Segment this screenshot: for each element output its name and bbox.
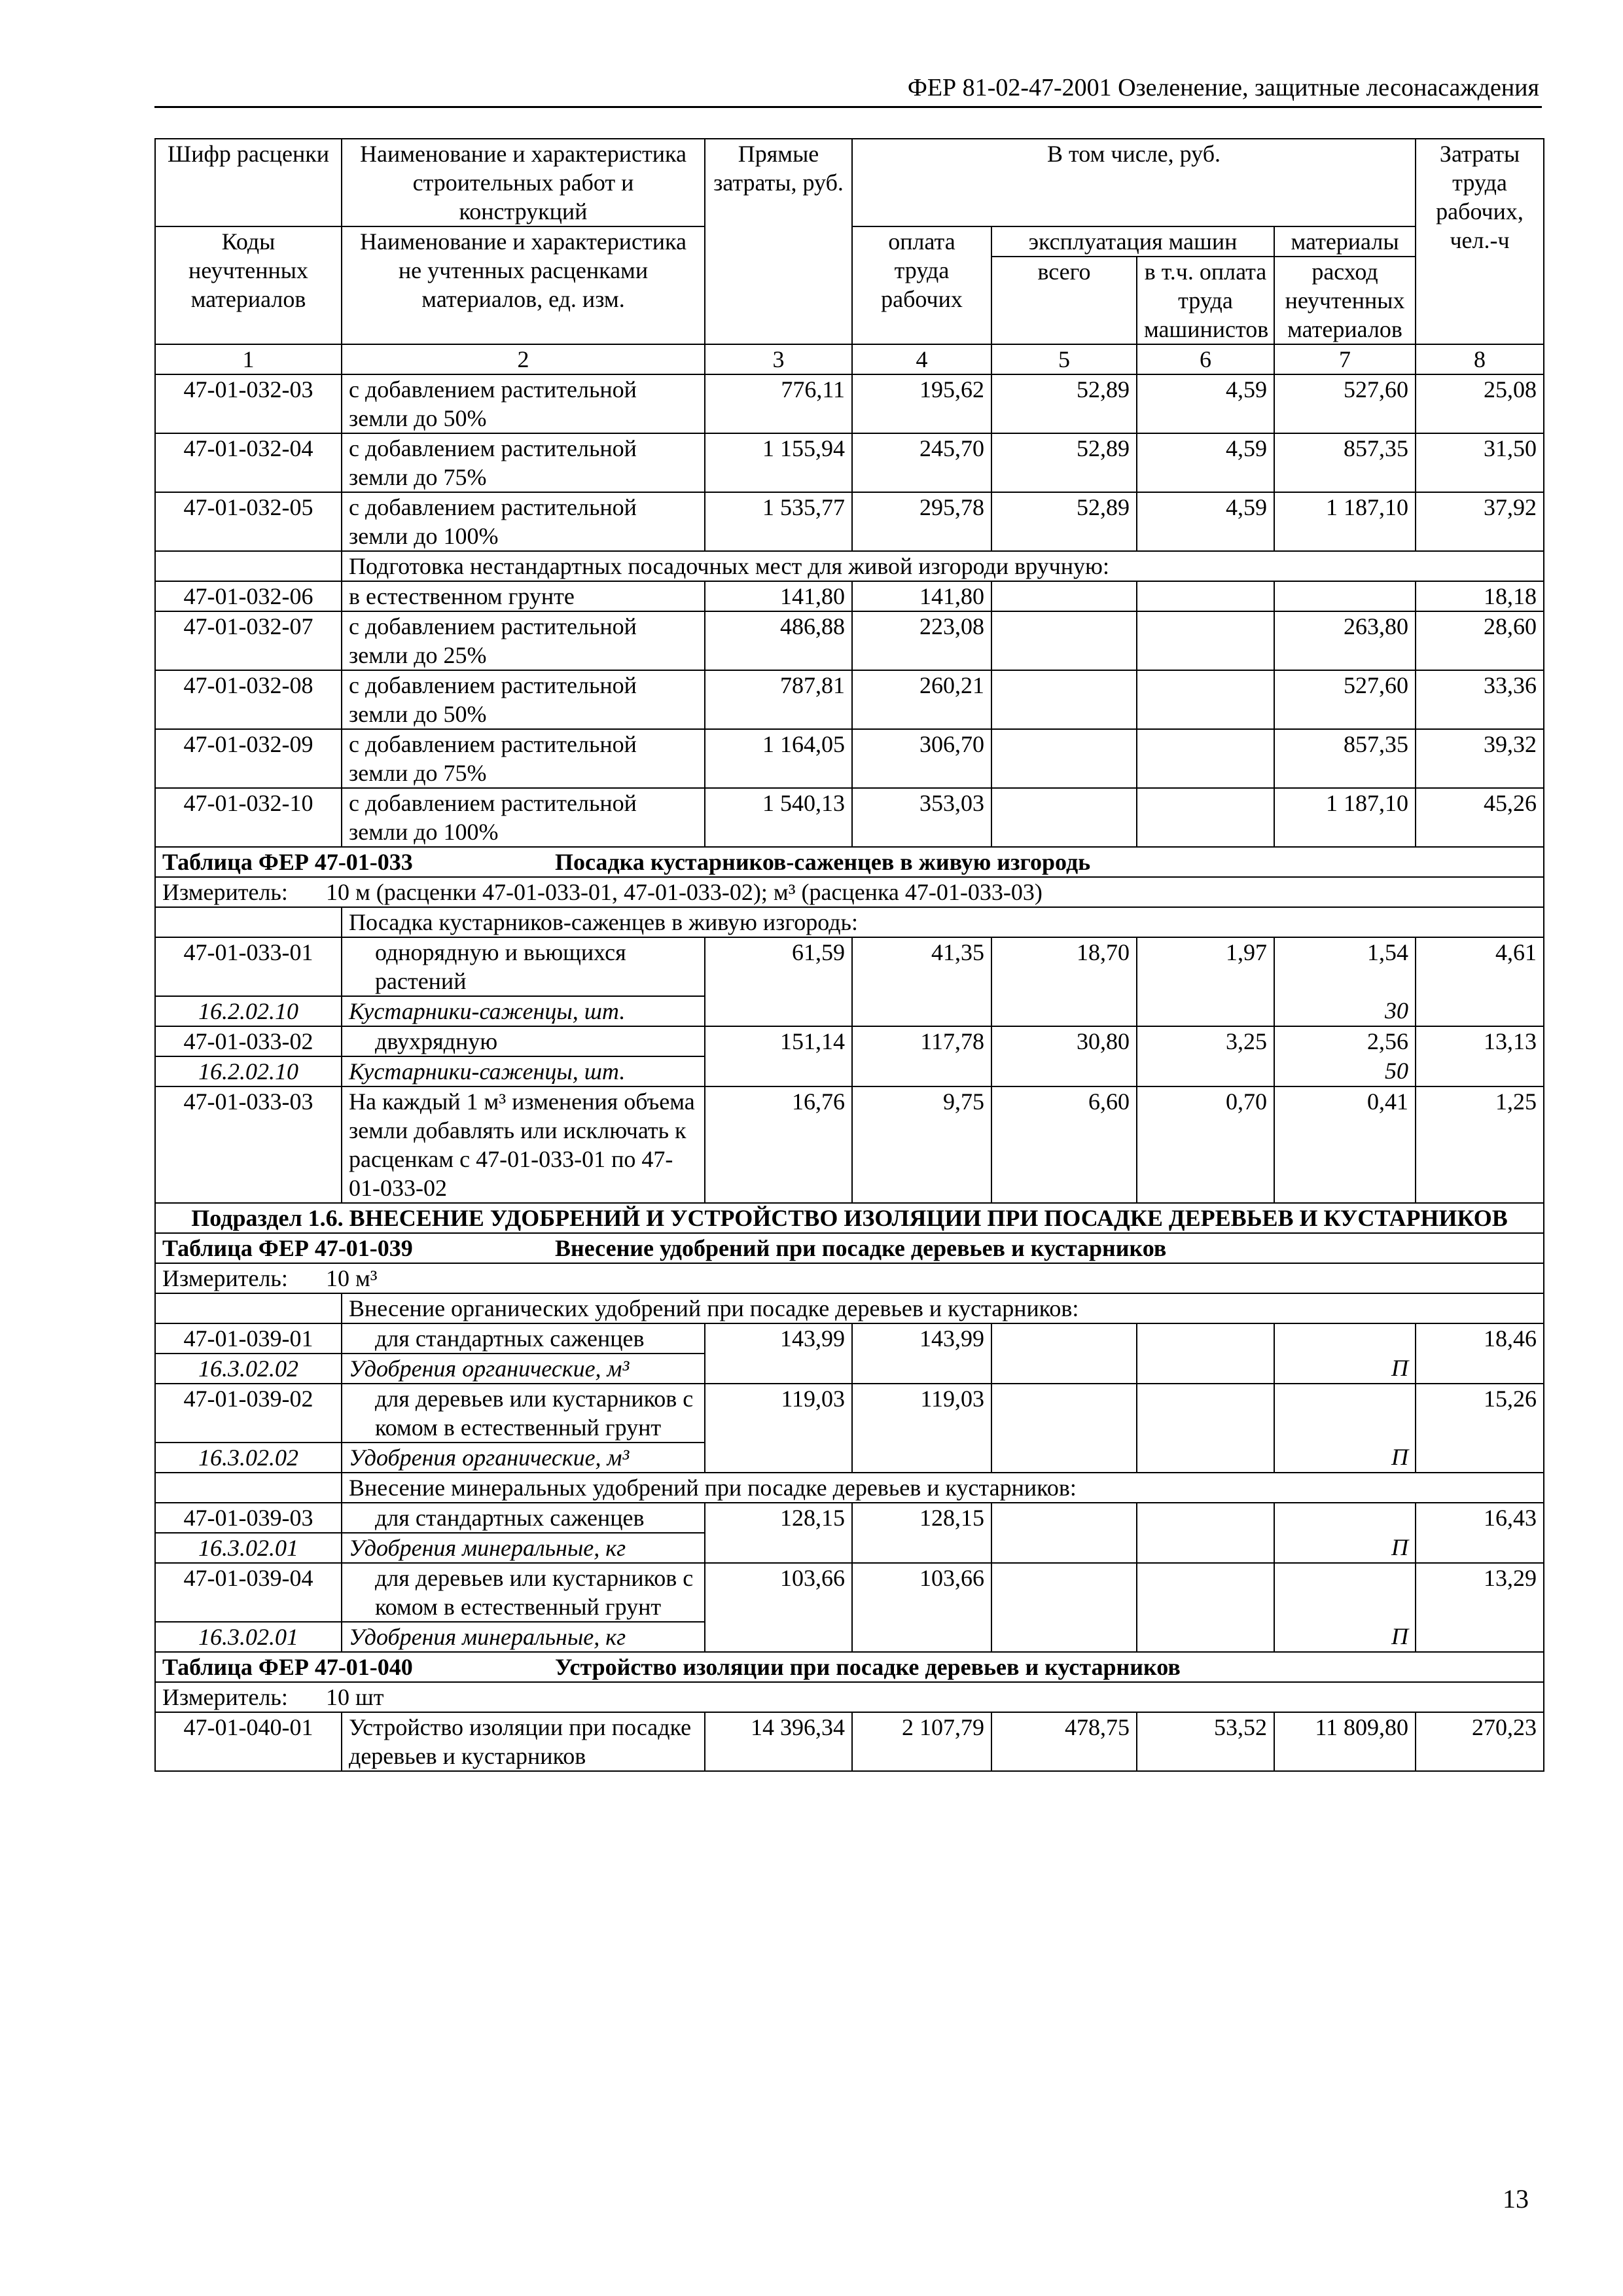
worker-pay: 117,78 bbox=[852, 1026, 991, 1086]
col-number: 6 bbox=[1137, 344, 1274, 374]
rate-code: 47-01-033-02 bbox=[155, 1026, 342, 1056]
rate-name: для стандартных саженцев bbox=[342, 1323, 705, 1354]
worker-pay: 41,35 bbox=[852, 937, 991, 1026]
direct-costs: 1 164,05 bbox=[705, 729, 852, 788]
rate-name: с добавлением растительной земли до 75% bbox=[342, 729, 705, 788]
table-title: Внесение удобрений при посадке деревьев и кустарников bbox=[555, 1235, 1167, 1261]
hdr-material-codes: Коды неучтенных материалов bbox=[155, 226, 342, 344]
measure-label: Измеритель: bbox=[162, 1684, 288, 1710]
machinist-pay: 0,70 bbox=[1137, 1086, 1274, 1203]
labor-hours: 25,08 bbox=[1416, 374, 1544, 433]
rate-name: с добавлением растительной земли до 100% bbox=[342, 492, 705, 551]
machines-total: 30,80 bbox=[991, 1026, 1137, 1086]
table-row bbox=[155, 937, 1544, 996]
hdr-machinist-pay: в т.ч. оплата труда машинистов bbox=[1137, 257, 1274, 344]
table-row bbox=[155, 492, 1544, 551]
direct-costs: 103,66 bbox=[705, 1563, 852, 1652]
materials-cost bbox=[1274, 581, 1416, 611]
hdr-materials-use: расход неучтенных материалов bbox=[1274, 257, 1416, 344]
table-row bbox=[155, 729, 1544, 788]
material-code: 16.2.02.10 bbox=[155, 996, 342, 1026]
worker-pay: 9,75 bbox=[852, 1086, 991, 1203]
machinist-pay bbox=[1137, 581, 1274, 611]
rate-code: 47-01-033-03 bbox=[155, 1086, 342, 1203]
hdr-name: Наименование и характеристика строительных работ и конструкций bbox=[342, 139, 705, 226]
worker-pay: 119,03 bbox=[852, 1384, 991, 1473]
rate-name: На каждый 1 м³ изменения объема земли добавлять или исключать к расценкам с 47-01-033-01 по 47-01-033-02 bbox=[342, 1086, 705, 1203]
materials-cost: 11 809,80 bbox=[1274, 1712, 1416, 1771]
worker-pay: 2 107,79 bbox=[852, 1712, 991, 1771]
col-number: 7 bbox=[1274, 344, 1416, 374]
machines-total: 52,89 bbox=[991, 492, 1137, 551]
machinist-pay bbox=[1137, 729, 1274, 788]
machinist-pay bbox=[1137, 611, 1274, 670]
rate-code: 47-01-032-10 bbox=[155, 788, 342, 847]
labor-hours: 13,29 bbox=[1416, 1563, 1544, 1652]
rates-table bbox=[154, 138, 1544, 1772]
material-code: 16.2.02.10 bbox=[155, 1056, 342, 1086]
labor-hours: 1,25 bbox=[1416, 1086, 1544, 1203]
measure-row bbox=[155, 877, 1544, 907]
rate-code: 47-01-032-07 bbox=[155, 611, 342, 670]
machinist-pay bbox=[1137, 670, 1274, 729]
machinist-pay: 4,59 bbox=[1137, 492, 1274, 551]
table-row bbox=[155, 1712, 1544, 1771]
material-qty: П bbox=[1274, 1443, 1416, 1473]
rate-code: 47-01-032-09 bbox=[155, 729, 342, 788]
col-number: 2 bbox=[342, 344, 705, 374]
labor-hours: 37,92 bbox=[1416, 492, 1544, 551]
machinist-pay bbox=[1137, 788, 1274, 847]
materials-cost: 1,54 bbox=[1274, 937, 1416, 996]
labor-hours: 45,26 bbox=[1416, 788, 1544, 847]
measure-row bbox=[155, 1263, 1544, 1293]
machines-total: 6,60 bbox=[991, 1086, 1137, 1203]
machines-total bbox=[991, 729, 1137, 788]
labor-hours: 39,32 bbox=[1416, 729, 1544, 788]
material-name: Кустарники-саженцы, шт. bbox=[342, 996, 705, 1026]
col-number: 1 bbox=[155, 344, 342, 374]
machinist-pay: 4,59 bbox=[1137, 374, 1274, 433]
direct-costs: 16,76 bbox=[705, 1086, 852, 1203]
worker-pay: 260,21 bbox=[852, 670, 991, 729]
material-code: 16.3.02.02 bbox=[155, 1354, 342, 1384]
worker-pay: 306,70 bbox=[852, 729, 991, 788]
table-title-row bbox=[155, 847, 1544, 877]
materials-cost: 1 187,10 bbox=[1274, 788, 1416, 847]
table-row bbox=[155, 670, 1544, 729]
rate-name: с добавлением растительной земли до 25% bbox=[342, 611, 705, 670]
col-number: 3 bbox=[705, 344, 852, 374]
labor-hours: 15,26 bbox=[1416, 1384, 1544, 1473]
rate-code: 47-01-032-03 bbox=[155, 374, 342, 433]
machinist-pay: 3,25 bbox=[1137, 1026, 1274, 1086]
hdr-direct-costs: Прямые затраты, руб. bbox=[705, 139, 852, 344]
machines-total: 18,70 bbox=[991, 937, 1137, 1026]
table-row bbox=[155, 1563, 1544, 1622]
worker-pay: 223,08 bbox=[852, 611, 991, 670]
direct-costs: 776,11 bbox=[705, 374, 852, 433]
materials-cost: 2,56 bbox=[1274, 1026, 1416, 1056]
materials-cost: 263,80 bbox=[1274, 611, 1416, 670]
rate-code: 47-01-033-01 bbox=[155, 937, 342, 996]
materials-cost: 527,60 bbox=[1274, 670, 1416, 729]
table-label: Таблица ФЕР 47-01-040 bbox=[162, 1654, 413, 1680]
running-header bbox=[154, 73, 1542, 108]
group-title: Подготовка нестандартных посадочных мест для живой изгороди вручную: bbox=[342, 551, 1544, 581]
materials-cost: 0,41 bbox=[1274, 1086, 1416, 1203]
hdr-code: Шифр расценки bbox=[155, 139, 342, 226]
table-title: Устройство изоляции при посадке деревьев и кустарников bbox=[555, 1654, 1181, 1680]
machines-total bbox=[991, 788, 1137, 847]
material-name: Удобрения минеральные, кг bbox=[342, 1622, 705, 1652]
rate-code: 47-01-032-05 bbox=[155, 492, 342, 551]
table-label: Таблица ФЕР 47-01-033 bbox=[162, 849, 413, 875]
labor-hours: 18,18 bbox=[1416, 581, 1544, 611]
material-name: Кустарники-саженцы, шт. bbox=[342, 1056, 705, 1086]
material-code: 16.3.02.01 bbox=[155, 1533, 342, 1563]
machines-total: 52,89 bbox=[991, 374, 1137, 433]
labor-hours: 270,23 bbox=[1416, 1712, 1544, 1771]
rate-code: 47-01-032-06 bbox=[155, 581, 342, 611]
worker-pay: 143,99 bbox=[852, 1323, 991, 1384]
worker-pay: 128,15 bbox=[852, 1503, 991, 1563]
machines-total: 52,89 bbox=[991, 433, 1137, 492]
table-row bbox=[155, 611, 1544, 670]
materials-cost: 1 187,10 bbox=[1274, 492, 1416, 551]
table-row bbox=[155, 788, 1544, 847]
rate-name: с добавлением растительной земли до 50% bbox=[342, 374, 705, 433]
measure-value: 10 м (расценки 47-01-033-01, 47-01-033-02); м³ (расценка 47-01-033-03) bbox=[326, 879, 1043, 905]
rate-name: с добавлением растительной земли до 50% bbox=[342, 670, 705, 729]
col-number: 5 bbox=[991, 344, 1137, 374]
material-name: Удобрения минеральные, кг bbox=[342, 1533, 705, 1563]
material-qty: П bbox=[1274, 1622, 1416, 1652]
page-number: 13 bbox=[1503, 2184, 1529, 2214]
direct-costs: 128,15 bbox=[705, 1503, 852, 1563]
material-qty: П bbox=[1274, 1533, 1416, 1563]
table-row bbox=[155, 1323, 1544, 1354]
material-code: 16.3.02.02 bbox=[155, 1443, 342, 1473]
group-row bbox=[155, 907, 1544, 937]
rate-code: 47-01-039-01 bbox=[155, 1323, 342, 1354]
rate-code: 47-01-032-08 bbox=[155, 670, 342, 729]
labor-hours: 28,60 bbox=[1416, 611, 1544, 670]
machines-total bbox=[991, 611, 1137, 670]
material-name: Удобрения органические, м³ bbox=[342, 1354, 705, 1384]
subsection-row bbox=[155, 1203, 1544, 1233]
table-row bbox=[155, 581, 1544, 611]
rate-code: 47-01-039-03 bbox=[155, 1503, 342, 1533]
direct-costs: 141,80 bbox=[705, 581, 852, 611]
measure-label: Измеритель: bbox=[162, 879, 288, 905]
measure-label: Измеритель: bbox=[162, 1265, 288, 1291]
direct-costs: 1 535,77 bbox=[705, 492, 852, 551]
table-row bbox=[155, 1026, 1544, 1056]
materials-cost: 857,35 bbox=[1274, 729, 1416, 788]
worker-pay: 195,62 bbox=[852, 374, 991, 433]
material-code: 16.3.02.01 bbox=[155, 1622, 342, 1652]
subsection-title: Подраздел 1.6. ВНЕСЕНИЕ УДОБРЕНИЙ И УСТРОЙСТВО ИЗОЛЯЦИИ ПРИ ПОСАДКЕ ДЕРЕВЬЕВ И КУСТАРНИКОВ bbox=[155, 1203, 1544, 1233]
group-title: Внесение органических удобрений при посадке деревьев и кустарников: bbox=[342, 1293, 1544, 1323]
group-title: Внесение минеральных удобрений при посадке деревьев и кустарников: bbox=[342, 1473, 1544, 1503]
rate-code: 47-01-032-04 bbox=[155, 433, 342, 492]
table-row bbox=[155, 1086, 1544, 1203]
worker-pay: 103,66 bbox=[852, 1563, 991, 1652]
col-number: 8 bbox=[1416, 344, 1544, 374]
group-title: Посадка кустарников-саженцев в живую изгородь: bbox=[342, 907, 1544, 937]
table-label: Таблица ФЕР 47-01-039 bbox=[162, 1235, 413, 1261]
measure-value: 10 шт bbox=[326, 1684, 384, 1710]
material-qty: 30 bbox=[1274, 996, 1416, 1026]
worker-pay: 295,78 bbox=[852, 492, 991, 551]
machinist-pay: 53,52 bbox=[1137, 1712, 1274, 1771]
labor-hours: 16,43 bbox=[1416, 1503, 1544, 1563]
rate-code: 47-01-040-01 bbox=[155, 1712, 342, 1771]
hdr-machines: эксплуатация машин bbox=[991, 226, 1274, 257]
group-row bbox=[155, 551, 1544, 581]
machines-total bbox=[991, 581, 1137, 611]
table-title-row bbox=[155, 1652, 1544, 1682]
hdr-including: В том числе, руб. bbox=[852, 139, 1416, 226]
table-row bbox=[155, 1384, 1544, 1443]
header-title: ФЕР 81-02-47-2001 Озеленение, защитные лесонасаждения bbox=[907, 74, 1539, 101]
rate-code: 47-01-039-04 bbox=[155, 1563, 342, 1622]
worker-pay: 353,03 bbox=[852, 788, 991, 847]
direct-costs: 119,03 bbox=[705, 1384, 852, 1473]
hdr-labor-cost: Затраты труда рабочих, чел.-ч bbox=[1416, 139, 1544, 344]
table-row bbox=[155, 374, 1544, 433]
material-qty: П bbox=[1274, 1354, 1416, 1384]
machines-total bbox=[991, 670, 1137, 729]
hdr-material-names: Наименование и характеристика не учтенных расценками материалов, ед. изм. bbox=[342, 226, 705, 344]
worker-pay: 141,80 bbox=[852, 581, 991, 611]
direct-costs: 14 396,34 bbox=[705, 1712, 852, 1771]
hdr-worker-pay: оплата труда рабочих bbox=[852, 226, 991, 344]
direct-costs: 151,14 bbox=[705, 1026, 852, 1086]
measure-value: 10 м³ bbox=[326, 1265, 378, 1291]
labor-hours: 33,36 bbox=[1416, 670, 1544, 729]
column-numbers-row bbox=[155, 344, 1544, 374]
rate-name: с добавлением растительной земли до 75% bbox=[342, 433, 705, 492]
labor-hours: 4,61 bbox=[1416, 937, 1544, 1026]
table-header-row bbox=[155, 139, 1544, 226]
direct-costs: 1 155,94 bbox=[705, 433, 852, 492]
direct-costs: 486,88 bbox=[705, 611, 852, 670]
materials-cost: 857,35 bbox=[1274, 433, 1416, 492]
direct-costs: 143,99 bbox=[705, 1323, 852, 1384]
rate-name: для стандартных саженцев bbox=[342, 1503, 705, 1533]
table-title-row bbox=[155, 1233, 1544, 1263]
material-name: Удобрения органические, м³ bbox=[342, 1443, 705, 1473]
direct-costs: 61,59 bbox=[705, 937, 852, 1026]
table-row bbox=[155, 1503, 1544, 1533]
machines-total: 478,75 bbox=[991, 1712, 1137, 1771]
group-row bbox=[155, 1293, 1544, 1323]
labor-hours: 18,46 bbox=[1416, 1323, 1544, 1384]
material-qty: 50 bbox=[1274, 1056, 1416, 1086]
hdr-materials: материалы bbox=[1274, 226, 1416, 257]
rate-name: для деревьев или кустарников с комом в естественный грунт bbox=[342, 1563, 705, 1622]
direct-costs: 1 540,13 bbox=[705, 788, 852, 847]
rate-code: 47-01-039-02 bbox=[155, 1384, 342, 1443]
machinist-pay: 1,97 bbox=[1137, 937, 1274, 1026]
direct-costs: 787,81 bbox=[705, 670, 852, 729]
rate-name: в естественном грунте bbox=[342, 581, 705, 611]
group-row bbox=[155, 1473, 1544, 1503]
labor-hours: 13,13 bbox=[1416, 1026, 1544, 1086]
rate-name: для деревьев или кустарников с комом в естественный грунт bbox=[342, 1384, 705, 1443]
rate-name: с добавлением растительной земли до 100% bbox=[342, 788, 705, 847]
measure-row bbox=[155, 1682, 1544, 1712]
rate-name: Устройство изоляции при посадке деревьев и кустарников bbox=[342, 1712, 705, 1771]
table-row bbox=[155, 433, 1544, 492]
rate-name: однорядную и вьющихся растений bbox=[342, 937, 705, 996]
rate-name: двухрядную bbox=[342, 1026, 705, 1056]
machinist-pay: 4,59 bbox=[1137, 433, 1274, 492]
worker-pay: 245,70 bbox=[852, 433, 991, 492]
hdr-machines-total: всего bbox=[991, 257, 1137, 344]
col-number: 4 bbox=[852, 344, 991, 374]
materials-cost: 527,60 bbox=[1274, 374, 1416, 433]
labor-hours: 31,50 bbox=[1416, 433, 1544, 492]
table-title: Посадка кустарников-саженцев в живую изгородь bbox=[555, 849, 1091, 875]
